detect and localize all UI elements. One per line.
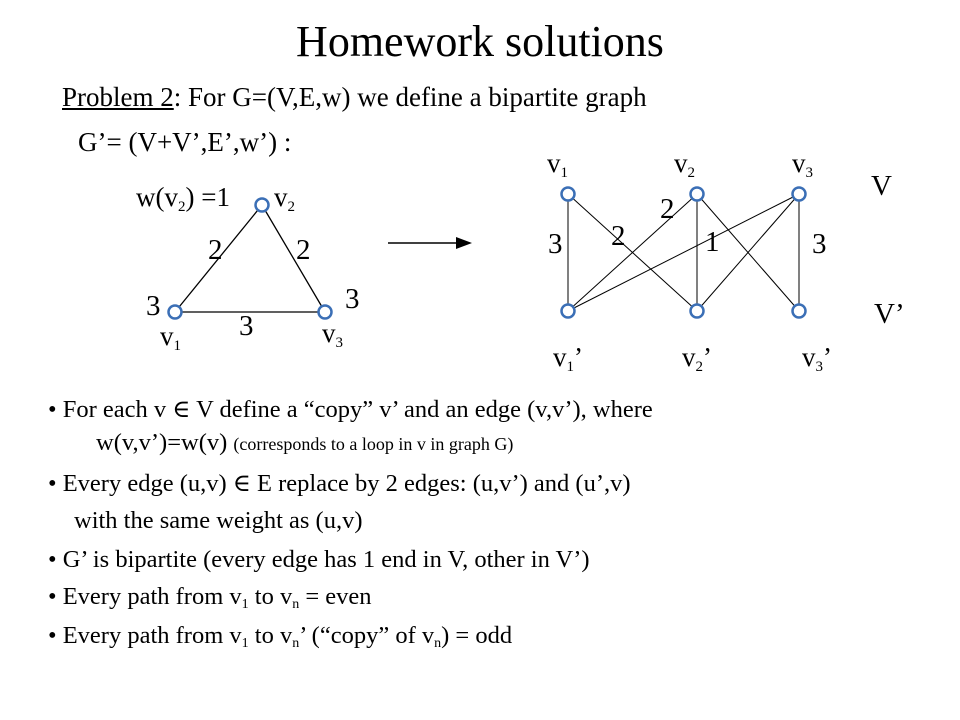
label-top-v2: $v_2$ [674,148,695,181]
weight-2-left: 2 [611,220,626,252]
node-v3 [319,306,332,319]
weight-loop-v1: 3 [146,290,161,322]
weight-loop-v3: 3 [345,283,360,315]
weight-edge-v1-v3: 3 [239,310,254,342]
bullet-copy-weight: w(v,v’)=w(v) (corresponds to a loop in v in graph G) [96,429,514,456]
weight-1: 1 [705,226,720,258]
label-v1: $v_1$ [160,321,181,354]
bullet-copy-definition: • For each v ∈ V define a “copy” v’ and an edge (v,v’), where [48,396,653,423]
node-v1 [169,306,182,319]
label-v3-prime: $v_3$’ [802,342,832,375]
label-v3: $v_3$ [322,318,343,351]
node-v2-top [691,188,704,201]
transform-arrow [388,237,472,249]
weight-edge-v2-v3: 2 [296,234,311,266]
label-v2-prime: $v_2$’ [682,342,712,375]
edge-v3-v1p [568,194,799,311]
bullet-path-even: • Every path from $v_1$ to $v_n$ = even [48,583,372,612]
label-v2: $v_2$ [274,182,295,215]
g-prime-definition: G’= (V+V’,E’,w’) : [78,127,292,157]
page-title: Homework solutions [296,17,664,66]
node-v1-top [562,188,575,201]
label-top-v3: $v_3$ [792,148,813,181]
node-v1-prime [562,305,575,318]
label-v1-prime: $v_1$’ [553,342,583,375]
node-v2-prime [691,305,704,318]
weight-edge-v1-v2: 2 [208,234,223,266]
set-v-prime-label: V’ [874,298,905,330]
bullet-path-odd: • Every path from $v_1$ to $v_n$’ (“copy” of $v_n$) = odd [48,622,513,651]
edge-v2-v3 [262,205,325,312]
problem-label: Problem 2 [62,82,174,112]
node-v3-top [793,188,806,201]
set-v-label: V [871,170,892,202]
weight-label-v2: $w(v_2) =1$ [136,182,230,215]
bullet-edge-replace-cont: with the same weight as (u,v) [74,507,363,534]
weight-v1-v1p: 3 [548,228,563,260]
label-top-v1: $v_1$ [547,148,568,181]
weight-2-right: 2 [660,193,675,225]
problem-text: : For G=(V,E,w) we define a bipartite graph [173,82,647,112]
node-v2 [256,199,269,212]
right-graph [562,188,806,318]
bullet-bipartite: • G’ is bipartite (every edge has 1 end in V, other in V’) [48,546,590,573]
node-v3-prime [793,305,806,318]
weight-v3-v3p: 3 [812,228,827,260]
bullet-edge-replace: • Every edge (u,v) ∈ E replace by 2 edges: (u,v’) and (u’,v) [48,470,631,497]
